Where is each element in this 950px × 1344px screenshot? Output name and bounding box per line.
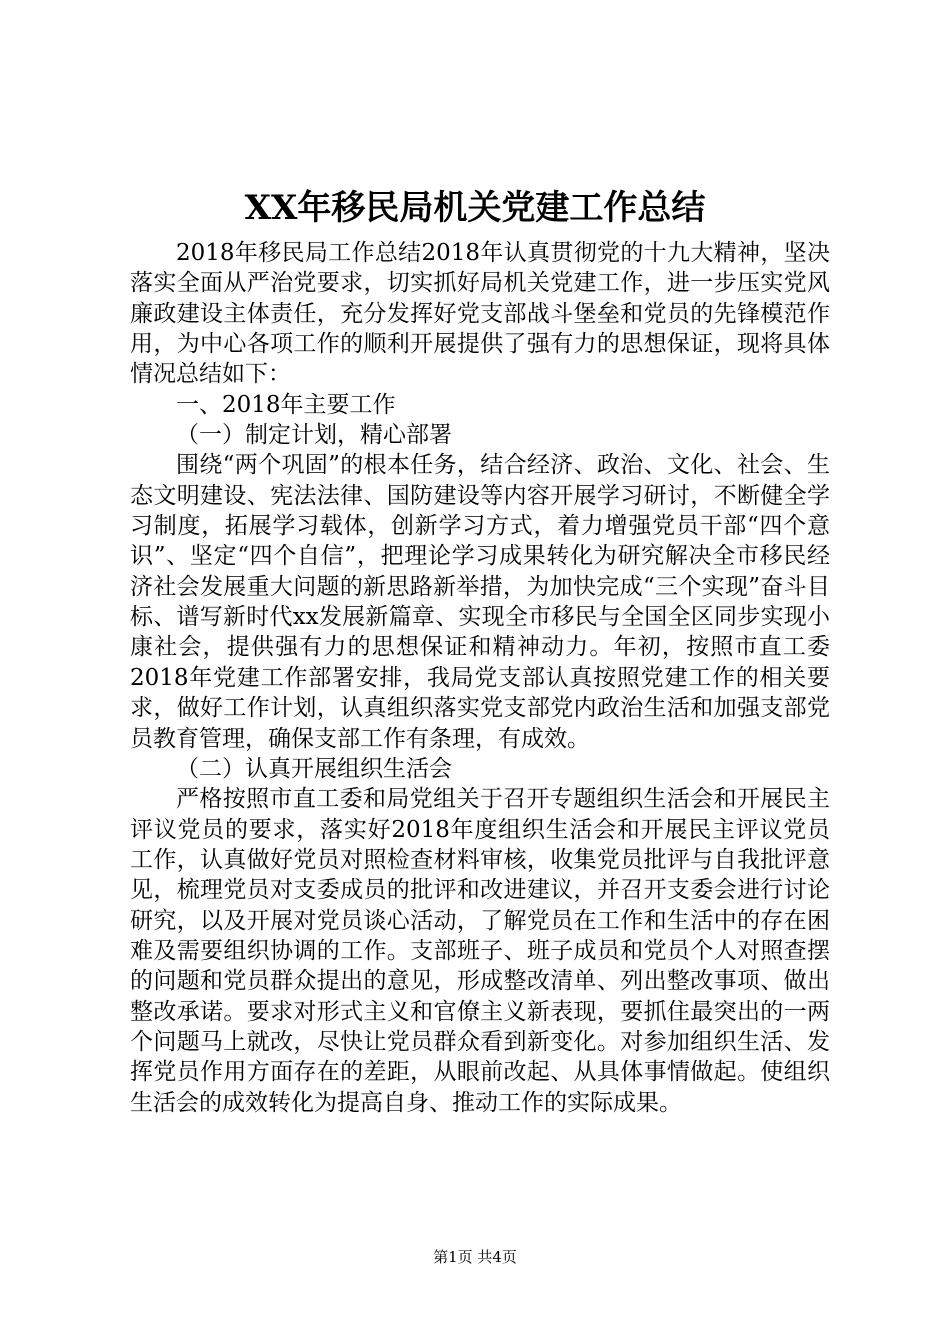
subsection-2-paragraph: 严格按照市直工委和局党组关于召开专题组织生活会和开展民主评议党员的要求，落实好2018年度组织生活会和开展民主评议党员工作，认真做好党员对照检查材料审核，收集党员批评与自我批评意见，梳理党员对支委成员的批评和改进建议，并召开支委会进行讨论研究，以及开展对党员谈心活动，了解党员在工作和生活中的存在困难及需要组织协调的工作。支部班子、班子成员和党员个人对照查摆的问题和党员群众提出的意见，形成整改清单、列出整改事项、做出整改承诺。要求对形式主义和官僚主义新表现，要抓住最突出的一两个问题马上就改，尽快让党员群众看到新变化。对参加组织生活、发挥党员作用方面存在的差距，从眼前改起、从具体事情做起。使组织生活会的成效转化为提高自身、推动工作的实际成果。 bbox=[130, 786, 830, 1116]
subsection-1-paragraph: 围绕“两个巩固”的根本任务，结合经济、政治、文化、社会、生态文明建设、宪法法律、国防建设等内容开展学习研讨，不断健全学习制度，拓展学习载体，创新学习方式，着力增强党员干部“四个意识”、坚定“四个自信”，把理论学习成果转化为研究解决全市移民经济社会发展重大问题的新思路新举措，为加快完成“三个实现”奋斗目标、谱写新时代xx发展新篇章、实现全市移民与全国全区同步实现小康社会，提供强有力的思想保证和精神动力。年初，按照市直工委2018年党建工作部署安排，我局党支部认真按照党建工作的相关要求，做好工作计划，认真组织落实党支部党内政治生活和加强支部党员教育管理，确保支部工作有条理，有成效。 bbox=[130, 452, 830, 752]
subsection-heading-2: （二）认真开展组织生活会 bbox=[176, 755, 452, 782]
document-body bbox=[130, 238, 830, 1118]
intro-paragraph: 2018年移民局工作总结2018年认真贯彻党的十九大精神，坚决落实全面从严治党要求，切实抓好局机关党建工作，进一步压实党风廉政建设主体责任，充分发挥好党支部战斗堡垒和党员的先锋模范作用，为中心各项工作的顺利开展提供了强有力的思想保证，现将具体情况总结如下： bbox=[130, 240, 830, 388]
page-footer: 第1页 共4页 bbox=[433, 1248, 517, 1266]
section-heading-1: 一、2018年主要工作 bbox=[176, 391, 396, 418]
subsection-heading-1: （一）制定计划，精心部署 bbox=[176, 422, 452, 449]
document-title: XX年移民局机关党建工作总结 bbox=[244, 188, 706, 228]
